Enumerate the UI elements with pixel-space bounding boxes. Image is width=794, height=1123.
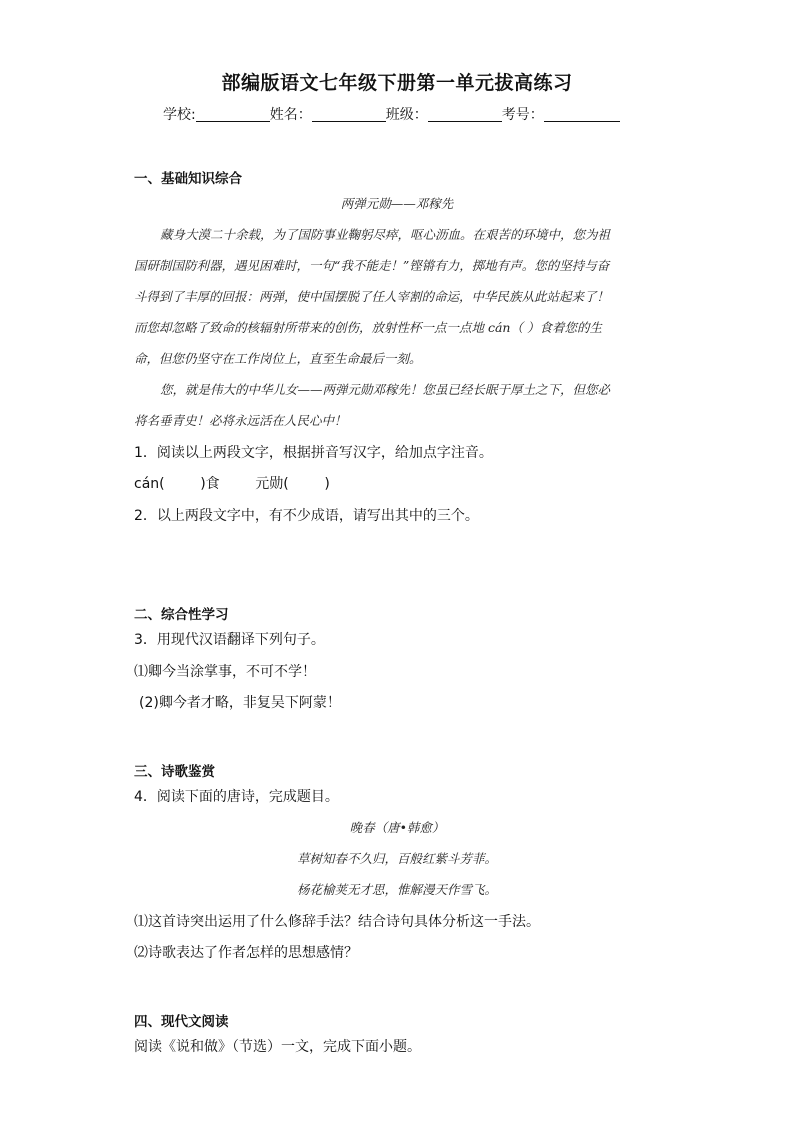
section-3-heading: 三、诗歌鉴赏	[134, 764, 215, 780]
document-title: 部编版语文七年级下册第一单元拔高练习	[221, 72, 573, 94]
class-label: 班级：	[385, 107, 428, 123]
class-blank[interactable]	[428, 107, 502, 122]
passage-line-3: 斗得到了丰厚的回报：两弹，使中国摆脱了任人宰割的命运，中华民族从此站起来了！	[134, 289, 610, 304]
school-label: 学校:	[163, 107, 196, 123]
passage-line-1: 藏身大漠二十余载，为了国防事业鞠躬尽瘁，呕心沥血。在艰苦的环境中，您为祖	[160, 227, 611, 242]
id-label: 考号：	[501, 107, 544, 123]
school-blank[interactable]	[196, 107, 270, 122]
question-1: 1．阅读以上两段文字，根据拼音写汉字，给加点字注音。	[134, 445, 493, 461]
section-4-heading: 四、现代文阅读	[134, 1014, 229, 1030]
student-info-line	[163, 104, 620, 124]
question-4-sub-1: ⑴这首诗突出运用了什么修辞手法？结合诗句具体分析这一手法。	[134, 914, 540, 930]
question-1-items[interactable]: cán( )食 元勋( )	[134, 476, 330, 492]
poem-title: 晚春（唐•韩愈）	[349, 820, 445, 835]
section-1-heading: 一、基础知识综合	[134, 171, 242, 187]
poem-line-1: 草树知春不久归，百般红紫斗芳菲。	[296, 851, 497, 866]
passage-line-6: 您，就是伟大的中华儿女——两弹元勋邓稼先！您虽已经长眠于厚土之下，但您必	[160, 382, 611, 397]
name-label: 姓名：	[269, 107, 312, 123]
passage-line-2: 国研制国防利器，遇见困难时，一句“我不能走！”铿锵有力，掷地有声。您的坚持与奋	[134, 258, 610, 273]
poem-line-2: 杨花榆荚无才思，惟解漫天作雪飞。	[296, 882, 497, 897]
section-4-intro: 阅读《说和做》（节选）一文，完成下面小题。	[134, 1039, 421, 1055]
question-4: 4．阅读下面的唐诗，完成题目。	[134, 789, 339, 805]
passage-line-5: 命，但您仍坚守在工作岗位上，直至生命最后一刻。	[134, 351, 422, 366]
question-3-sentence-1: ⑴卿今当涂掌事，不可不学！	[134, 664, 316, 680]
passage-line-4: 而您却忽略了致命的核辐射所带来的创伤，放射性杯一点一点地 cán（ ）食着您的生	[134, 320, 602, 335]
question-3-sentence-2: (2)卿今者才略，非复吴下阿蒙！	[139, 695, 341, 711]
passage-line-7: 将名垂青史！必将永远活在人民心中！	[134, 413, 347, 428]
section-2-heading: 二、综合性学习	[134, 607, 229, 623]
passage-title: 两弹元勋——邓稼先	[340, 196, 454, 211]
question-2: 2．以上两段文字中，有不少成语，请写出其中的三个。	[134, 508, 479, 524]
question-4-sub-2: ⑵诗歌表达了作者怎样的思想感情？	[134, 945, 358, 961]
id-blank[interactable]	[544, 107, 620, 122]
name-blank[interactable]	[312, 107, 386, 122]
question-3: 3．用现代汉语翻译下列句子。	[134, 632, 325, 648]
